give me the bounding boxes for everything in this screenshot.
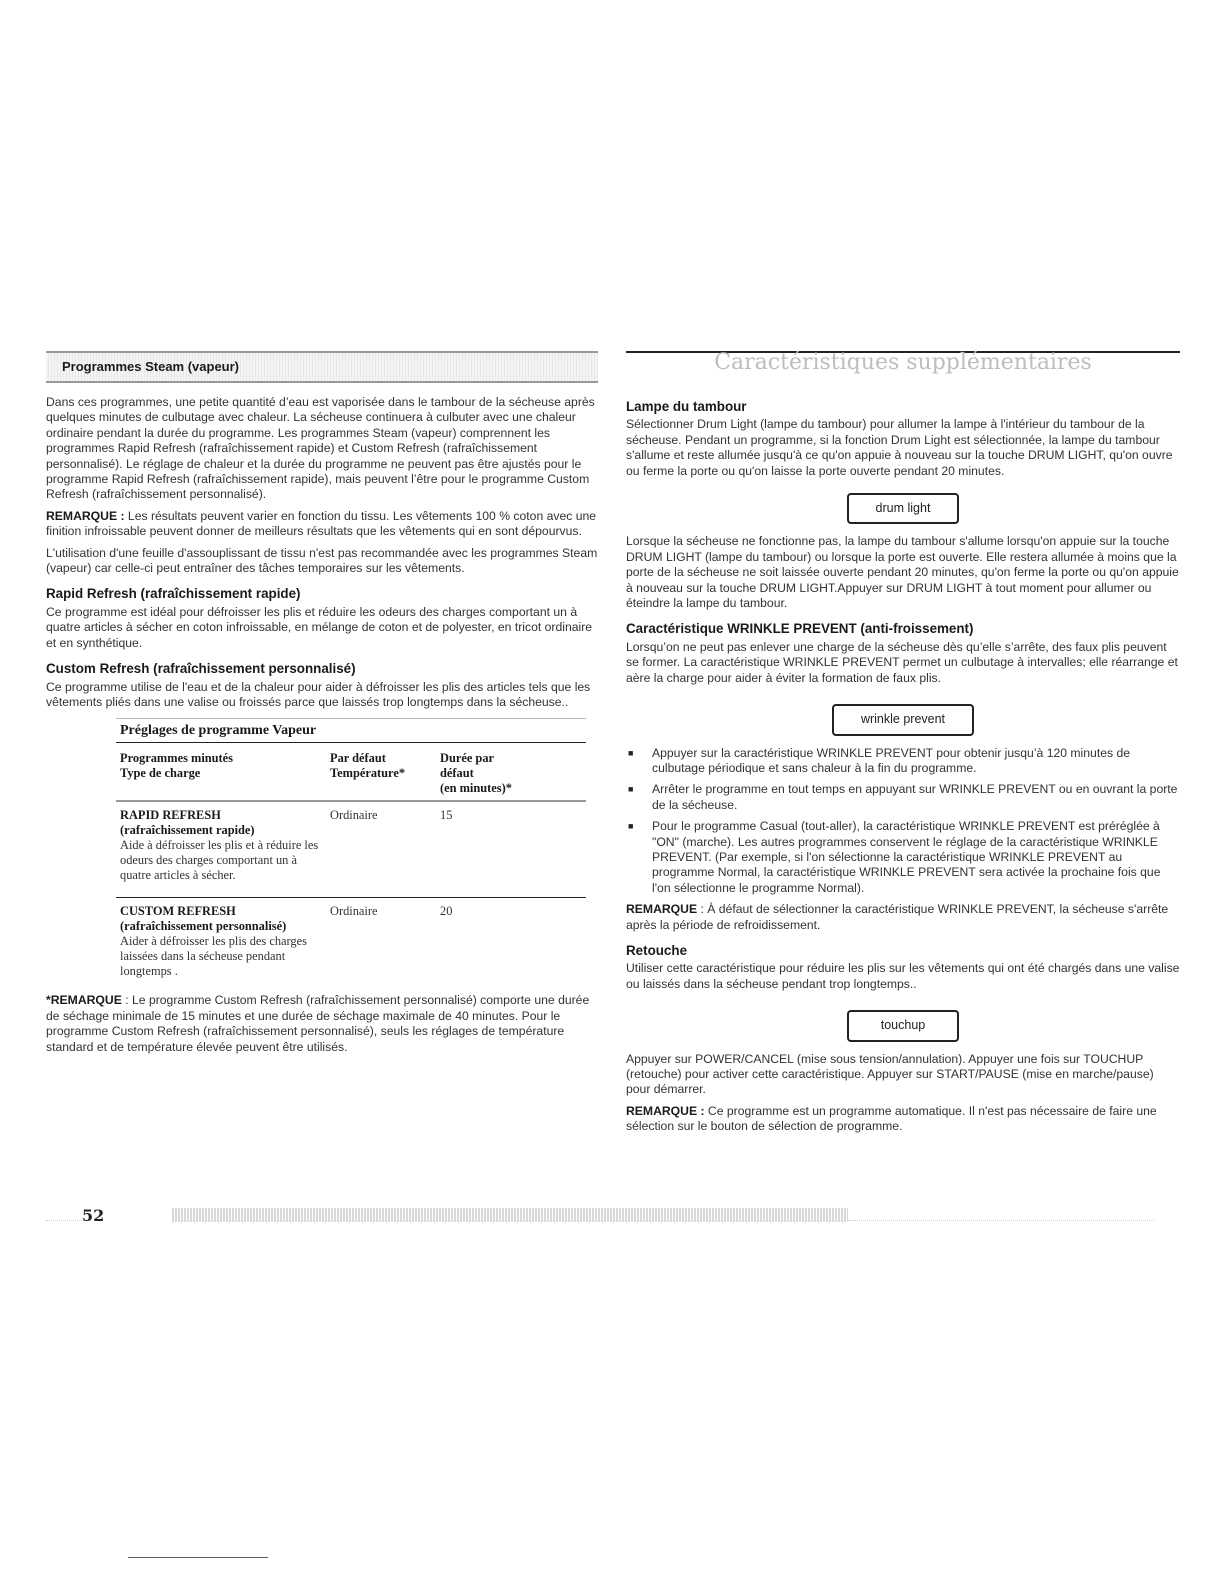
section-title-features: Caractéristiques supplémentaires bbox=[626, 351, 1180, 389]
footer-right-dots bbox=[848, 1220, 1154, 1221]
row-temp: Ordinaire bbox=[330, 904, 378, 919]
header-program-line2: Type de charge bbox=[120, 766, 201, 781]
wrinkle-prevent-button-wrap bbox=[626, 704, 1180, 735]
table-row bbox=[116, 897, 586, 987]
touchup-button-wrap bbox=[626, 1010, 1180, 1041]
drum-light-button-wrap bbox=[626, 493, 1180, 524]
header-temp-line1: Par défaut bbox=[330, 751, 386, 766]
heading-retouche: Retouche bbox=[626, 942, 688, 958]
heading-custom-refresh: Custom Refresh (rafraîchissement personnalisé) bbox=[46, 661, 356, 677]
paragraph-remarque bbox=[46, 509, 598, 540]
list-item: ■ Appuyer sur la caractéristique WRINKLE PREVENT pour obtenir jusqu’à 120 minutes de culbutage périodique et sans chaleur à la fin du programme. bbox=[626, 746, 1180, 777]
header-program-line1: Programmes minutés bbox=[120, 751, 233, 766]
page-number: 52 bbox=[82, 1206, 105, 1225]
paragraph-softener: L'utilisation d'une feuille d'assouplissant de tissu n'est pas recommandée avec les programmes Steam (vapeur) car celle-ci peut entraîner des tâches temporaires sur les vêtements. bbox=[46, 545, 598, 576]
drum-light-button[interactable]: drum light bbox=[847, 493, 959, 524]
table-row bbox=[116, 808, 586, 891]
footer-left-dots bbox=[46, 1220, 82, 1221]
paragraph-footnote bbox=[46, 993, 598, 1055]
header-col-temp bbox=[330, 751, 440, 796]
table-title: Préglages de programme Vapeur bbox=[116, 718, 586, 743]
page-footer bbox=[46, 1206, 1180, 1226]
footer-bar bbox=[172, 1208, 848, 1222]
header-time-line3: (en minutes)* bbox=[440, 781, 512, 796]
row-program-cell bbox=[116, 808, 330, 883]
header-temp-line2: Température* bbox=[330, 766, 406, 781]
list-item: ■ Pour le programme Casual (tout-aller), la caractéristique WRINKLE PREVENT est préréglée à "ON" (marche). Les autres programmes conservent le réglage de la caractéristique WRINKLE PREVENT. (Par exemple, si l'on sélectionne la caractéristique WRINKLE PREVENT au programme Normal, la caractéristique WRINKLE PREVENT sera activée la prochaine fois que l'on sélectionne le programme Normal). bbox=[626, 819, 1180, 896]
left-column bbox=[46, 351, 598, 1061]
paragraph-steam-intro: Dans ces programmes, une petite quantité d’eau est vaporisée dans le tambour de la sécheuse après quelques minutes de culbutage avec chaleur. La sécheuse continuera à culbuter avec une chaleur ordinaire pendant la durée du programme. Les programmes Steam (vapeur) comprennent les programmes Rapid Refresh (rafraîchissement rapide) et Custom Refresh (rafraîchissement personnalisé). Le réglage de chaleur et la durée du programme ne peuvent pas être ajustés pour le programme Rapid Refresh (rafraîchissement rapide), mais peuvent l’être pour le programme Custom Refresh (rafraîchissement personnalisé). bbox=[46, 395, 595, 502]
section-title-steam: Programmes Steam (vapeur) bbox=[46, 351, 598, 383]
row-program-name: CUSTOM REFRESH bbox=[120, 904, 236, 919]
heading-wrinkle-prevent: Caractéristique WRINKLE PREVENT (anti-froissement) bbox=[626, 621, 974, 637]
heading-drum-light: Lampe du tambour bbox=[626, 399, 747, 414]
header-time-line2: défaut bbox=[440, 766, 474, 781]
touchup-button[interactable]: touchup bbox=[847, 1010, 959, 1041]
paragraph-remarque-wrinkle bbox=[626, 902, 1180, 933]
paragraph-rapid-refresh: Ce programme est idéal pour défroisser les plis et réduire les odeurs des charges comportant un à quatre articles à sécher en coton infroissable, en mélange de coton et de polyester, en tricot ordinaire et en synthétique. bbox=[46, 604, 593, 650]
steam-presets-table bbox=[116, 718, 586, 987]
table-header bbox=[116, 751, 586, 802]
row-program-sub: (rafraîchissement rapide) bbox=[120, 823, 255, 838]
right-column bbox=[626, 351, 1180, 1141]
header-col-program bbox=[116, 751, 330, 796]
remarque-touchup-text: Ce programme est un programme automatique. Il n'est pas nécessaire de faire une sélection sur le bouton de sélection de programme. bbox=[626, 1103, 1157, 1134]
row-program-name: RAPID REFRESH bbox=[120, 808, 221, 823]
row-program-cell bbox=[116, 904, 330, 979]
row-program-sub: (rafraîchissement personnalisé) bbox=[120, 919, 287, 934]
scan-edge-line bbox=[128, 1557, 268, 1558]
paragraph-custom-refresh: Ce programme utilise de l'eau et de la chaleur pour aider à défroisser les plis des articles tels que les vêtements pliés dans une valise ou froissés parce que laissés trop longtemps dans la sécheuse.. bbox=[46, 679, 591, 709]
header-time-line1: Durée par bbox=[440, 751, 495, 766]
row-time: 20 bbox=[440, 904, 453, 919]
paragraph-touchup: Appuyer sur POWER/CANCEL (mise sous tension/annulation). Appuyer une fois sur TOUCHUP (retouche) pour activer cette caractéristique. Appuyer sur START/PAUSE (mise en marche/pause) pour démarrer. bbox=[626, 1051, 1154, 1097]
wrinkle-prevent-list bbox=[626, 746, 1180, 897]
remarque-label: REMARQUE : bbox=[46, 508, 125, 523]
remarque-text: Les résultats peuvent varier en fonction du tissu. Les vêtements 100 % coton avec une finition infroissable peuvent donner de meilleurs résultats que les vêtements qui en sont dépourvus. bbox=[46, 508, 597, 539]
row-program-desc: Aide à défroisser les plis et à réduire les odeurs des charges comportant un à quatre articles à sécher. bbox=[120, 838, 319, 883]
paragraph-retouche: Utiliser cette caractéristique pour réduire les plis sur les vêtements qui ont été chargés dans une valise ou laissés dans la sécheuse pendant trop longtemps.. bbox=[626, 961, 1180, 991]
footnote-label: *REMARQUE bbox=[46, 993, 122, 1008]
list-item: ■ Arrêter le programme en tout temps en appuyant sur WRINKLE PREVENT ou en ouvrant la porte de la sécheuse. bbox=[626, 782, 1180, 813]
header-col-time bbox=[440, 751, 580, 796]
paragraph-wrinkle-prevent: Lorsqu’on ne peut pas enlever une charge de la sécheuse dès qu’elle s’arrête, des faux plis peuvent se former. La caractéristique WRINKLE PREVENT permet un culbutage à intervalles; elle réarrange et aère la charge pour aider à éviter la formation de faux plis. bbox=[626, 639, 1178, 685]
row-program-desc: Aider à défroisser les plis des charges laissées dans la sécheuse pendant longtemps . bbox=[120, 934, 307, 979]
paragraph-drum-light-2: Lorsque la sécheuse ne fonctionne pas, la lampe du tambour s'allume lorsqu'on appuie sur la touche DRUM LIGHT (lampe du tambour) ou lorsque la porte est ouverte. Elle restera allumée à moins que la porte de la sécheuse ne soit laissée ouverte pendant 20 minutes, qu'on ferme la porte ou qu'on appuie à nouveau sur la touche DRUM LIGHT.Appuyer sur DRUM LIGHT à tout moment pour allumer ou éteindre la lampe du tambour. bbox=[626, 534, 1179, 611]
heading-rapid-refresh: Rapid Refresh (rafraîchissement rapide) bbox=[46, 586, 301, 602]
paragraph-remarque-touchup bbox=[626, 1104, 1180, 1135]
footnote-text: : Le programme Custom Refresh (rafraîchissement personnalisé) comporte une durée de séchage minimale de 15 minutes et une durée de séchage maximale de 40 minutes. Pour le programme Custom Refresh (rafraîchissement personnalisé), seuls les réglages de température standard et de température élevée peuvent être utilisés. bbox=[46, 993, 590, 1054]
row-time: 15 bbox=[440, 808, 453, 823]
row-temp: Ordinaire bbox=[330, 808, 378, 823]
remarque-wrinkle-label: REMARQUE bbox=[626, 902, 698, 917]
remarque-wrinkle-text: : À défaut de sélectionner la caractéristique WRINKLE PREVENT, la sécheuse s'arrête après la période de refroidissement. bbox=[626, 902, 1169, 932]
paragraph-drum-light-1: Sélectionner Drum Light (lampe du tambour) pour allumer la lampe à l'intérieur du tambour de la sécheuse. Pendant un programme, si la fonction Drum Light est sélectionnée, la lampe du tambour s'allume et reste allumée jusqu'à ce qu'on appuie à nouveau sur la touche DRUM LIGHT, qu'on ouvre ou ferme la porte ou qu'on laisse la porte ouverte pendant 20 minutes. bbox=[626, 417, 1173, 478]
wrinkle-prevent-button[interactable]: wrinkle prevent bbox=[832, 704, 974, 735]
remarque-touchup-label: REMARQUE : bbox=[626, 1103, 705, 1118]
